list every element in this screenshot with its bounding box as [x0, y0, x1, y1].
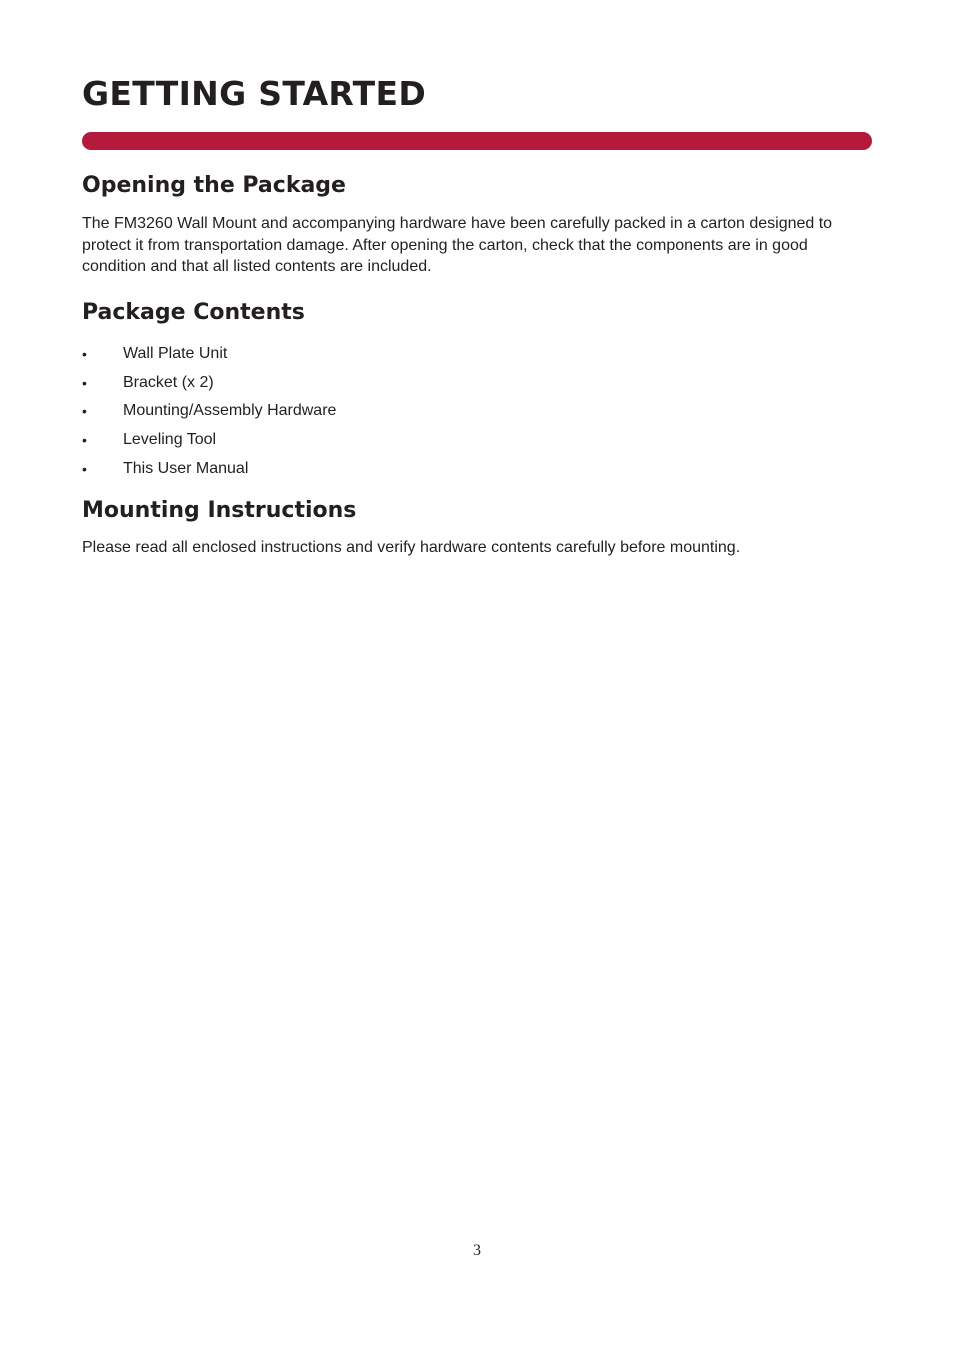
title-divider-bar — [82, 132, 872, 150]
list-item-label: This User Manual — [123, 459, 249, 477]
bullet-icon: • — [82, 346, 87, 363]
list-item-label: Wall Plate Unit — [123, 345, 228, 363]
mounting-paragraph: Please read all enclosed instructions and verify hardware contents carefully before mounting. — [82, 539, 741, 556]
bullet-icon: • — [82, 403, 87, 420]
list-item — [82, 369, 336, 398]
list-item-label: Bracket (x 2) — [123, 373, 214, 391]
section-heading-mounting: Mounting Instructions — [82, 498, 357, 523]
list-item-label: Mounting/Assembly Hardware — [123, 402, 337, 420]
opening-paragraph: The FM3260 Wall Mount and accompanying hardware have been carefully packed in a carton designed to protect it from transportation damage. After opening the carton, check that the components are in good condition and that all listed contents are included. — [82, 215, 833, 275]
list-item — [82, 340, 336, 369]
list-item-label: Leveling Tool — [123, 431, 217, 449]
list-item — [82, 426, 336, 455]
section-heading-opening: Opening the Package — [82, 173, 346, 198]
package-contents-list — [82, 340, 336, 483]
section-heading-contents: Package Contents — [82, 300, 305, 325]
bullet-icon: • — [82, 460, 87, 477]
list-item — [82, 397, 336, 426]
bullet-icon: • — [82, 432, 87, 449]
list-item — [82, 454, 336, 483]
bullet-icon: • — [82, 374, 87, 391]
page-number: 3 — [473, 1242, 481, 1259]
page-title: GETTING STARTED — [82, 74, 427, 113]
